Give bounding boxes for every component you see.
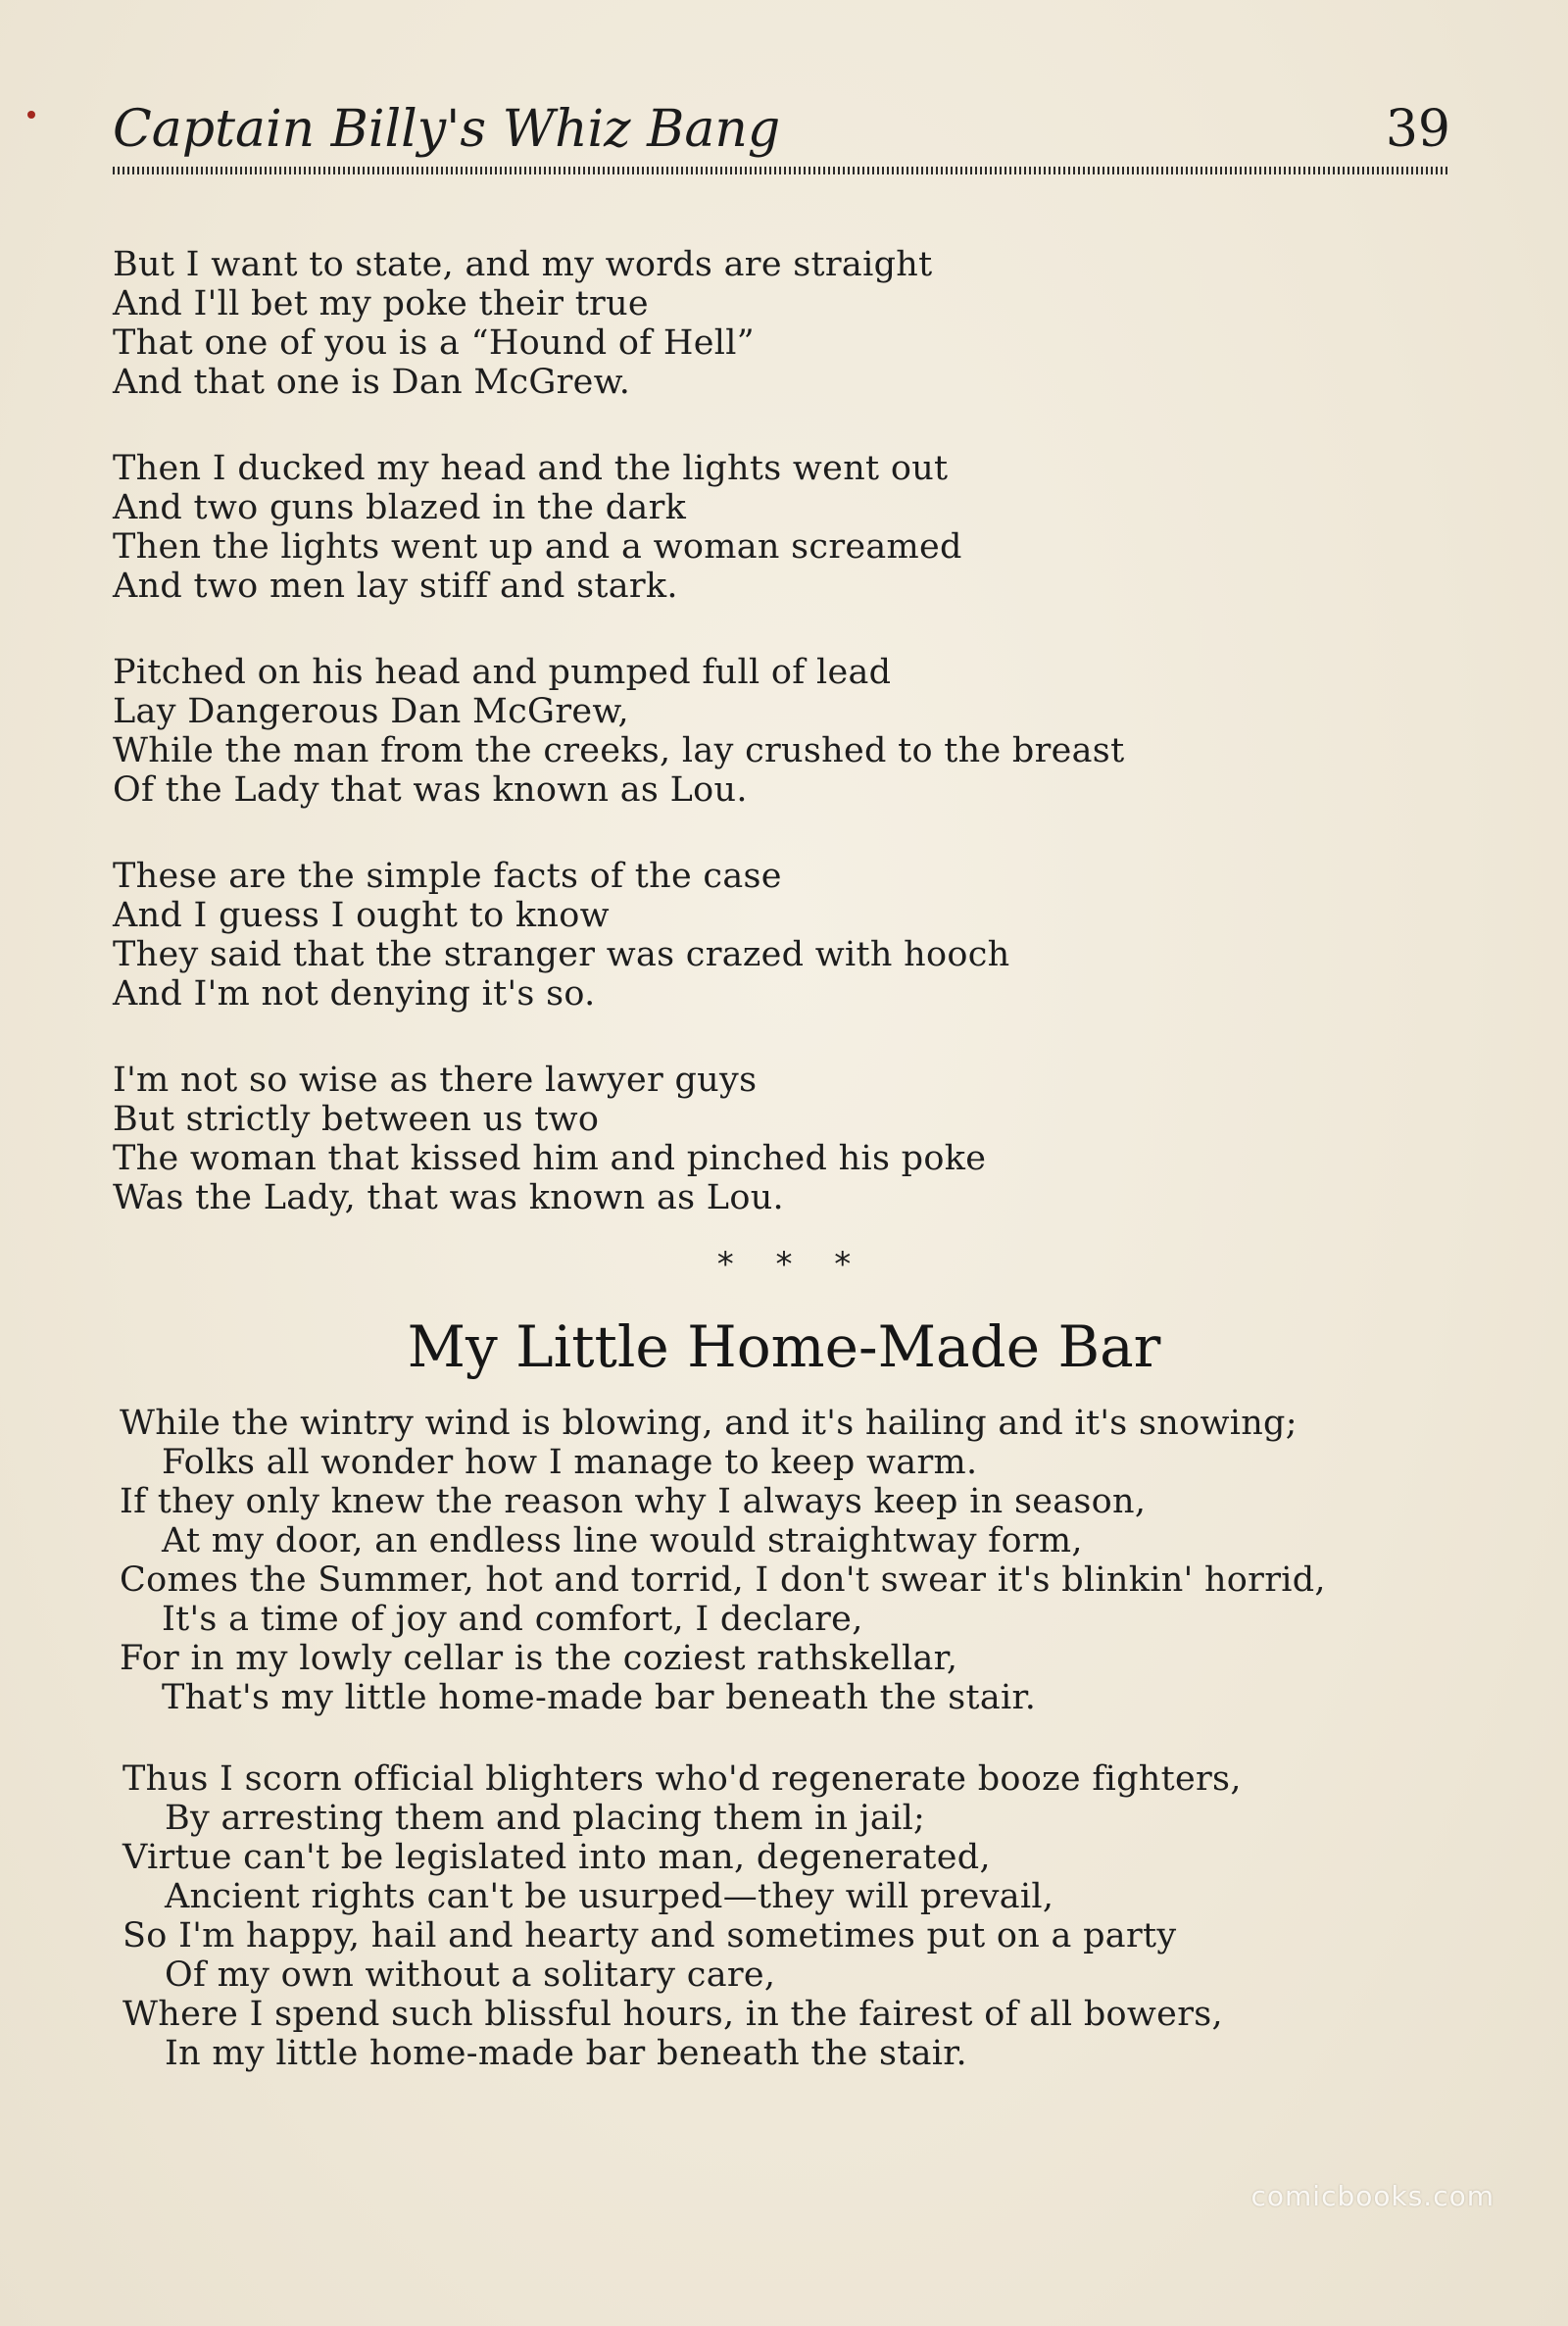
verse-line: Ancient rights can't be usurped—they will prevail, <box>165 1877 1054 1916</box>
print-mark-dot <box>27 111 35 119</box>
poem1-stanza-3 <box>113 653 1485 810</box>
verse-line: And that one is Dan McGrew. <box>113 363 631 402</box>
verse-line: It's a time of joy and comfort, I declare, <box>162 1600 863 1639</box>
verse-line: Where I spend such blissful hours, in the fairest of all bowers, <box>122 1995 1223 2034</box>
poem2-stanza-2 <box>122 1759 1494 2073</box>
verse-line: Folks all wonder how I manage to keep warm. <box>162 1443 978 1482</box>
verse-line: In my little home-made bar beneath the stair. <box>165 2034 967 2073</box>
verse-line: Virtue can't be legislated into man, degenerated, <box>122 1838 991 1877</box>
verse-line: Then the lights went up and a woman screamed <box>113 527 962 567</box>
page-number: 39 <box>1385 100 1450 159</box>
verse-line: I'm not so wise as there lawyer guys <box>113 1061 758 1100</box>
poem-title: My Little Home-Made Bar <box>407 1313 1161 1380</box>
verse-line: These are the simple facts of the case <box>113 857 782 896</box>
verse-line: That's my little home-made bar beneath the stair. <box>162 1678 1037 1717</box>
verse-line: Thus I scorn official blighters who'd regenerate booze fighters, <box>122 1759 1242 1799</box>
verse-line: And I guess I ought to know <box>113 896 610 935</box>
site-watermark: comicbooks.com <box>1250 2180 1494 2212</box>
verse-line: While the wintry wind is blowing, and it's hailing and it's snowing; <box>120 1404 1298 1443</box>
header-rule <box>113 167 1450 174</box>
verse-line: At my door, an endless line would straightway form, <box>162 1521 1083 1560</box>
verse-line: But strictly between us two <box>113 1100 600 1139</box>
verse-line: That one of you is a “Hound of Hell” <box>113 323 755 363</box>
poem2-stanza-1 <box>120 1404 1492 1717</box>
verse-line: And two men lay stiff and stark. <box>113 567 678 606</box>
poem1-stanza-4 <box>113 857 1485 1014</box>
page-header <box>113 98 1450 176</box>
verse-line: Comes the Summer, hot and torrid, I don't swear it's blinkin' horrid, <box>120 1560 1326 1600</box>
verse-line: While the man from the creeks, lay crushed to the breast <box>113 731 1125 770</box>
verse-line: Was the Lady, that was known as Lou. <box>113 1178 784 1217</box>
poem1-stanza-5 <box>113 1061 1485 1217</box>
verse-line: Lay Dangerous Dan McGrew, <box>113 692 629 731</box>
running-title: Captain Billy's Whiz Bang <box>113 100 781 159</box>
verse-line: Of my own without a solitary care, <box>165 1955 776 1995</box>
verse-line: If they only knew the reason why I always keep in season, <box>120 1482 1147 1521</box>
verse-line: And two guns blazed in the dark <box>113 488 687 527</box>
verse-line: Pitched on his head and pumped full of lead <box>113 653 892 692</box>
verse-line: And I'll bet my poke their true <box>113 284 649 323</box>
verse-line: By arresting them and placing them in jail; <box>165 1799 926 1838</box>
section-separator: * * * <box>716 1245 852 1284</box>
verse-line: The woman that kissed him and pinched his poke <box>113 1139 987 1178</box>
poem1-stanza-2 <box>113 449 1485 606</box>
verse-line: So I'm happy, hail and hearty and sometimes put on a party <box>122 1916 1177 1955</box>
verse-line: Of the Lady that was known as Lou. <box>113 770 748 810</box>
verse-line: But I want to state, and my words are straight <box>113 245 933 284</box>
verse-line: Then I ducked my head and the lights went out <box>113 449 949 488</box>
verse-line: They said that the stranger was crazed with hooch <box>113 935 1010 974</box>
poem1-stanza-1 <box>113 245 1485 402</box>
verse-line: And I'm not denying it's so. <box>113 974 596 1014</box>
verse-line: For in my lowly cellar is the coziest rathskellar, <box>120 1639 958 1678</box>
